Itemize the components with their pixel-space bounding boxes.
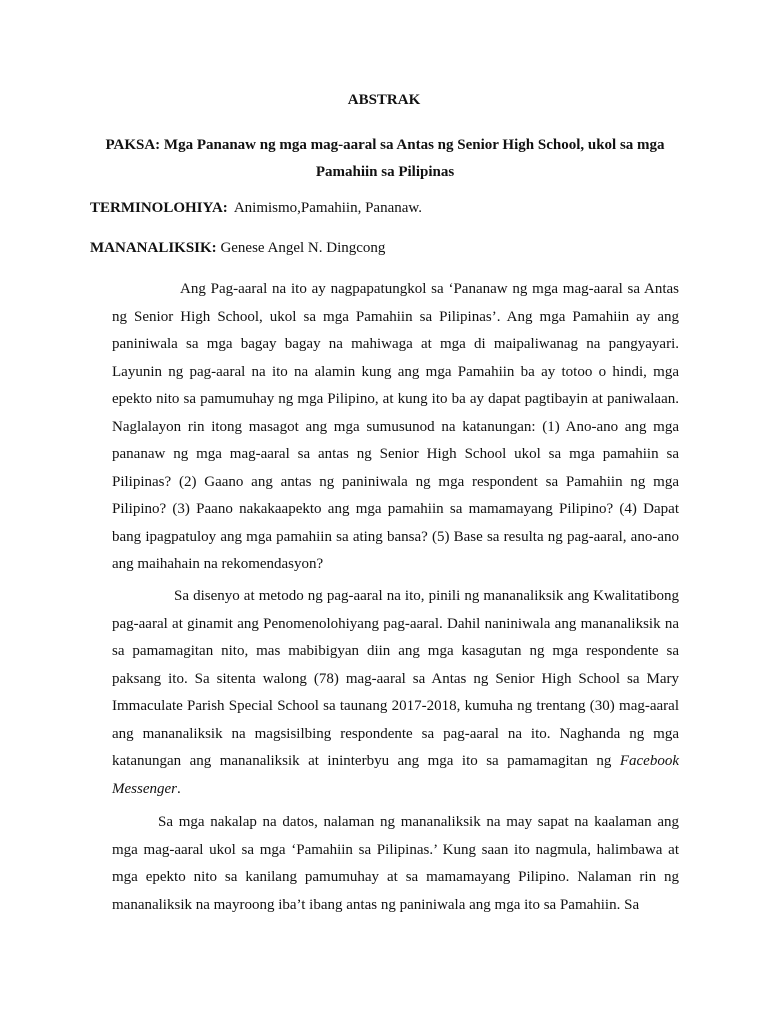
paksa-label: PAKSA: xyxy=(105,137,161,153)
terminolohiya-text: Animismo,Pamahiin, Pananaw. xyxy=(233,200,422,216)
terminolohiya-label: TERMINOLOHIYA: xyxy=(90,200,228,216)
paragraph-2-italic: Facebook Messenger xyxy=(112,753,679,797)
mananaliksik-label: MANANALIKSIK: xyxy=(90,240,217,256)
terminolohiya-line xyxy=(90,200,422,217)
paragraph-2-text: Sa disenyo at metodo ng pag-aaral na ito, pinili ng mananaliksik ang Kwalitatibong pag-aaral at ginamit ang Penomenolohiyang pag-aaral. Dahil naniniwala ang mananaliksik na sa pamamagitan nito, mas mabibigyan diin ang mga kasagutan ng mga respondente sa paksang ito. Sa sitenta walong (78) mag-aaral sa Antas ng Senior High School sa Mary Immaculate Parish Special School sa taunang 2017-2018, kumuha ng trentang (30) mag-aaral ang mananaliksik na magsisilbing respondente sa pag-aaral na ito. Naghanda ng mga katanungan ang mananaliksik at ininterbyu ang mga ito sa pamamagitan ng xyxy=(112,588,679,769)
paksa-heading xyxy=(90,132,680,186)
paragraph-2 xyxy=(112,583,679,803)
paragraph-1-text: Ang Pag-aaral na ito ay nagpapatungkol sa ‘Pananaw ng mga mag-aaral sa Antas ng Senior High School, ukol sa mga Pamahiin sa Pilipinas’. Ang mga Pamahiin ay ang paniniwala sa mga bagay bagay na mahiwaga at mga di maipaliwanag na pangyayari. Layunin ng pag-aaral na ito na alamin kung ang mga Pamahiin ba ay totoo o hindi, mga epekto nito sa pamumuhay ng mga Pilipino, at kung ito ba ay dapat pagtibayin at paniwalaan. Naglalayon rin itong masagot ang mga sumusunod na katanungan: (1) Ano-ano ang mga pananaw ng mga mag-aaral sa antas ng Senior High School ukol sa mga pamahiin sa Pilipinas? (2) Gaano ang antas ng paniniwala ng mga respondent sa Pamahiin ng mga Pilipino? (3) Paano nakakaapekto ang mga pamahiin sa mamamayang Pilipino? (4) Dapat bang ipagpatuloy ang mga pamahiin sa ating bansa? (5) Base sa resulta ng pag-aaral, ano-ano ang maihahain na rekomendasyon? xyxy=(112,281,679,572)
paragraph-2-end: . xyxy=(176,780,181,797)
paragraph-3 xyxy=(112,809,679,919)
paragraph-3-text: Sa mga nakalap na datos, nalaman ng mananaliksik na may sapat na kaalaman ang mga mag-aaral ukol sa mga ‘Pamahiin sa Pilipinas.’ Kung saan ito nagmula, halimbawa at mga epekto nito sa kanilang pamumuhay at sa mamamayang Pilipino. Nalaman rin ng mananaliksik na mayroong iba’t ibang antas ng paniniwala ang mga ito sa Pamahiin. Sa xyxy=(112,814,679,913)
mananaliksik-text: Genese Angel N. Dingcong xyxy=(220,240,386,256)
paksa-text: Mga Pananaw ng mga mag-aaral sa Antas ng Senior High School, ukol sa mga Pamahiin sa Pilipinas xyxy=(160,137,665,180)
mananaliksik-line xyxy=(90,240,385,257)
paragraph-1 xyxy=(112,276,679,579)
abstract-title: ABSTRAK xyxy=(347,92,421,108)
